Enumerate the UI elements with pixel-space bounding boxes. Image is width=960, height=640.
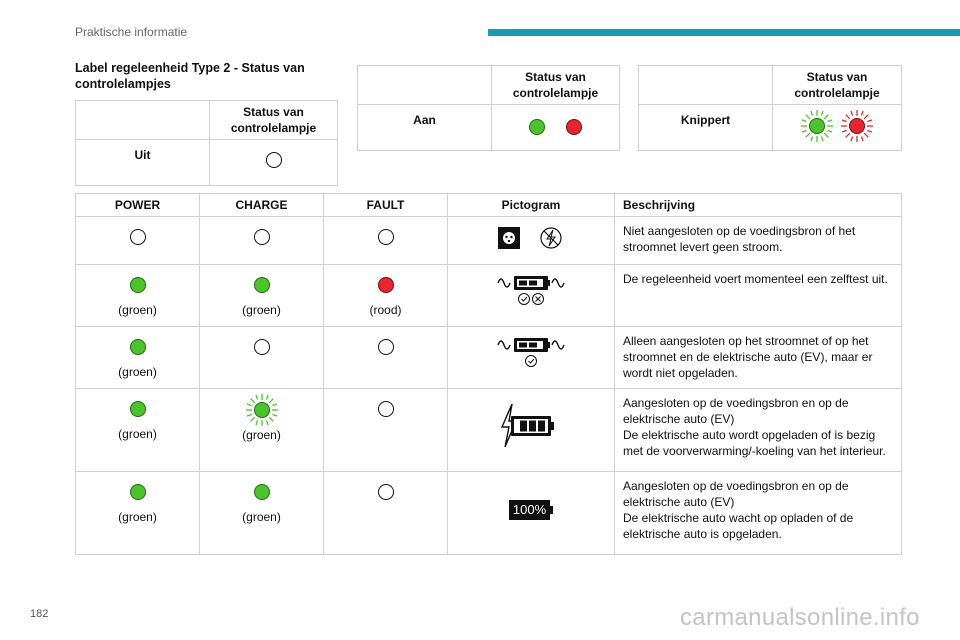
power-lamp-green-icon (130, 484, 146, 500)
charge-lamp-off-icon (254, 339, 270, 355)
status-header: Status van controlelampje (210, 101, 338, 140)
table-row (76, 389, 902, 472)
lamp-caption: (groen) (242, 303, 281, 317)
lamp-caption: (groen) (118, 510, 157, 524)
header-charge: CHARGE (200, 194, 324, 217)
battery-full-icon (509, 500, 553, 520)
fault-lamp-red-icon (378, 277, 394, 293)
plug-unplugged-no-power-icon (496, 225, 566, 251)
header-power: POWER (76, 194, 200, 217)
charge-lamp-green-icon (254, 277, 270, 293)
description-cell: Alleen aangesloten op het stroomnet of op het stroomnet en de elektrische auto (EV), maar er wordt niet opgeladen. (615, 327, 902, 389)
table-row (76, 327, 902, 389)
lamp-red-icon (566, 119, 582, 135)
charge-lamp-off-icon (254, 229, 270, 245)
lamp-caption: (rood) (369, 303, 402, 317)
power-lamp-off-icon (130, 229, 146, 245)
fault-lamp-off-icon (378, 401, 394, 417)
fault-lamp-off-icon (378, 229, 394, 245)
header-fault: FAULT (324, 194, 448, 217)
power-lamp-green-icon (130, 277, 146, 293)
table-row (76, 472, 902, 555)
page-number: 182 (30, 608, 49, 620)
header-pictogram: Pictogram (448, 194, 615, 217)
lamp-green-blinking-icon (800, 109, 834, 143)
header-accent-bar (488, 29, 960, 36)
lamp-caption: (groen) (118, 427, 157, 441)
lamp-caption: (groen) (118, 365, 157, 379)
lamp-caption: (groen) (118, 303, 157, 317)
fault-lamp-off-icon (378, 339, 394, 355)
status-table-on (357, 65, 620, 151)
status-table-blink (638, 65, 902, 151)
power-lamp-green-icon (130, 339, 146, 355)
self-test-icon (496, 273, 566, 307)
watermark: carmanualsonline.info (680, 604, 920, 631)
lamp-caption: (groen) (242, 428, 281, 442)
fault-lamp-off-icon (378, 484, 394, 500)
header-description: Beschrijving (615, 194, 902, 217)
charge-lamp-green-icon (254, 484, 270, 500)
charging-battery-icon (496, 401, 566, 451)
table-row (76, 217, 902, 265)
status-header: Status van controlelampje (492, 66, 620, 105)
section-label: Praktische informatie (75, 25, 188, 39)
power-lamp-green-icon (130, 401, 146, 417)
battery-percentage: 100% (509, 500, 550, 520)
charging-status-table (75, 193, 902, 555)
table-row (76, 265, 902, 327)
charge-lamp-green-blinking-icon (245, 393, 279, 427)
row-label-blink: Knippert (639, 105, 773, 151)
lamp-green-icon (529, 119, 545, 135)
lamp-caption: (groen) (242, 510, 281, 524)
description-cell: Aangesloten op de voedingsbron en op de elektrische auto (EV) De elektrische auto wordt opgeladen of is bezig met de voorverwarming/-koeling van het interieur. (615, 389, 902, 472)
description-cell: De regeleenheid voert momenteel een zelftest uit. (615, 265, 902, 327)
connected-not-charging-icon (496, 335, 566, 369)
section-title: Label regeleenheid Type 2 - Status van controlelampjes (75, 61, 305, 91)
status-table-off (75, 100, 338, 186)
status-header: Status van controlelampje (773, 66, 902, 105)
lamp-red-blinking-icon (840, 109, 874, 143)
lamp-off-icon (266, 152, 282, 168)
description-cell: Niet aangesloten op de voedingsbron of het stroomnet levert geen stroom. (615, 217, 902, 265)
description-cell: Aangesloten op de voedingsbron en op de elektrische auto (EV) De elektrische auto wacht op opladen of de elektrische auto is opgeladen. (615, 472, 902, 555)
row-label-on: Aan (358, 105, 492, 151)
row-label-off: Uit (76, 140, 210, 186)
